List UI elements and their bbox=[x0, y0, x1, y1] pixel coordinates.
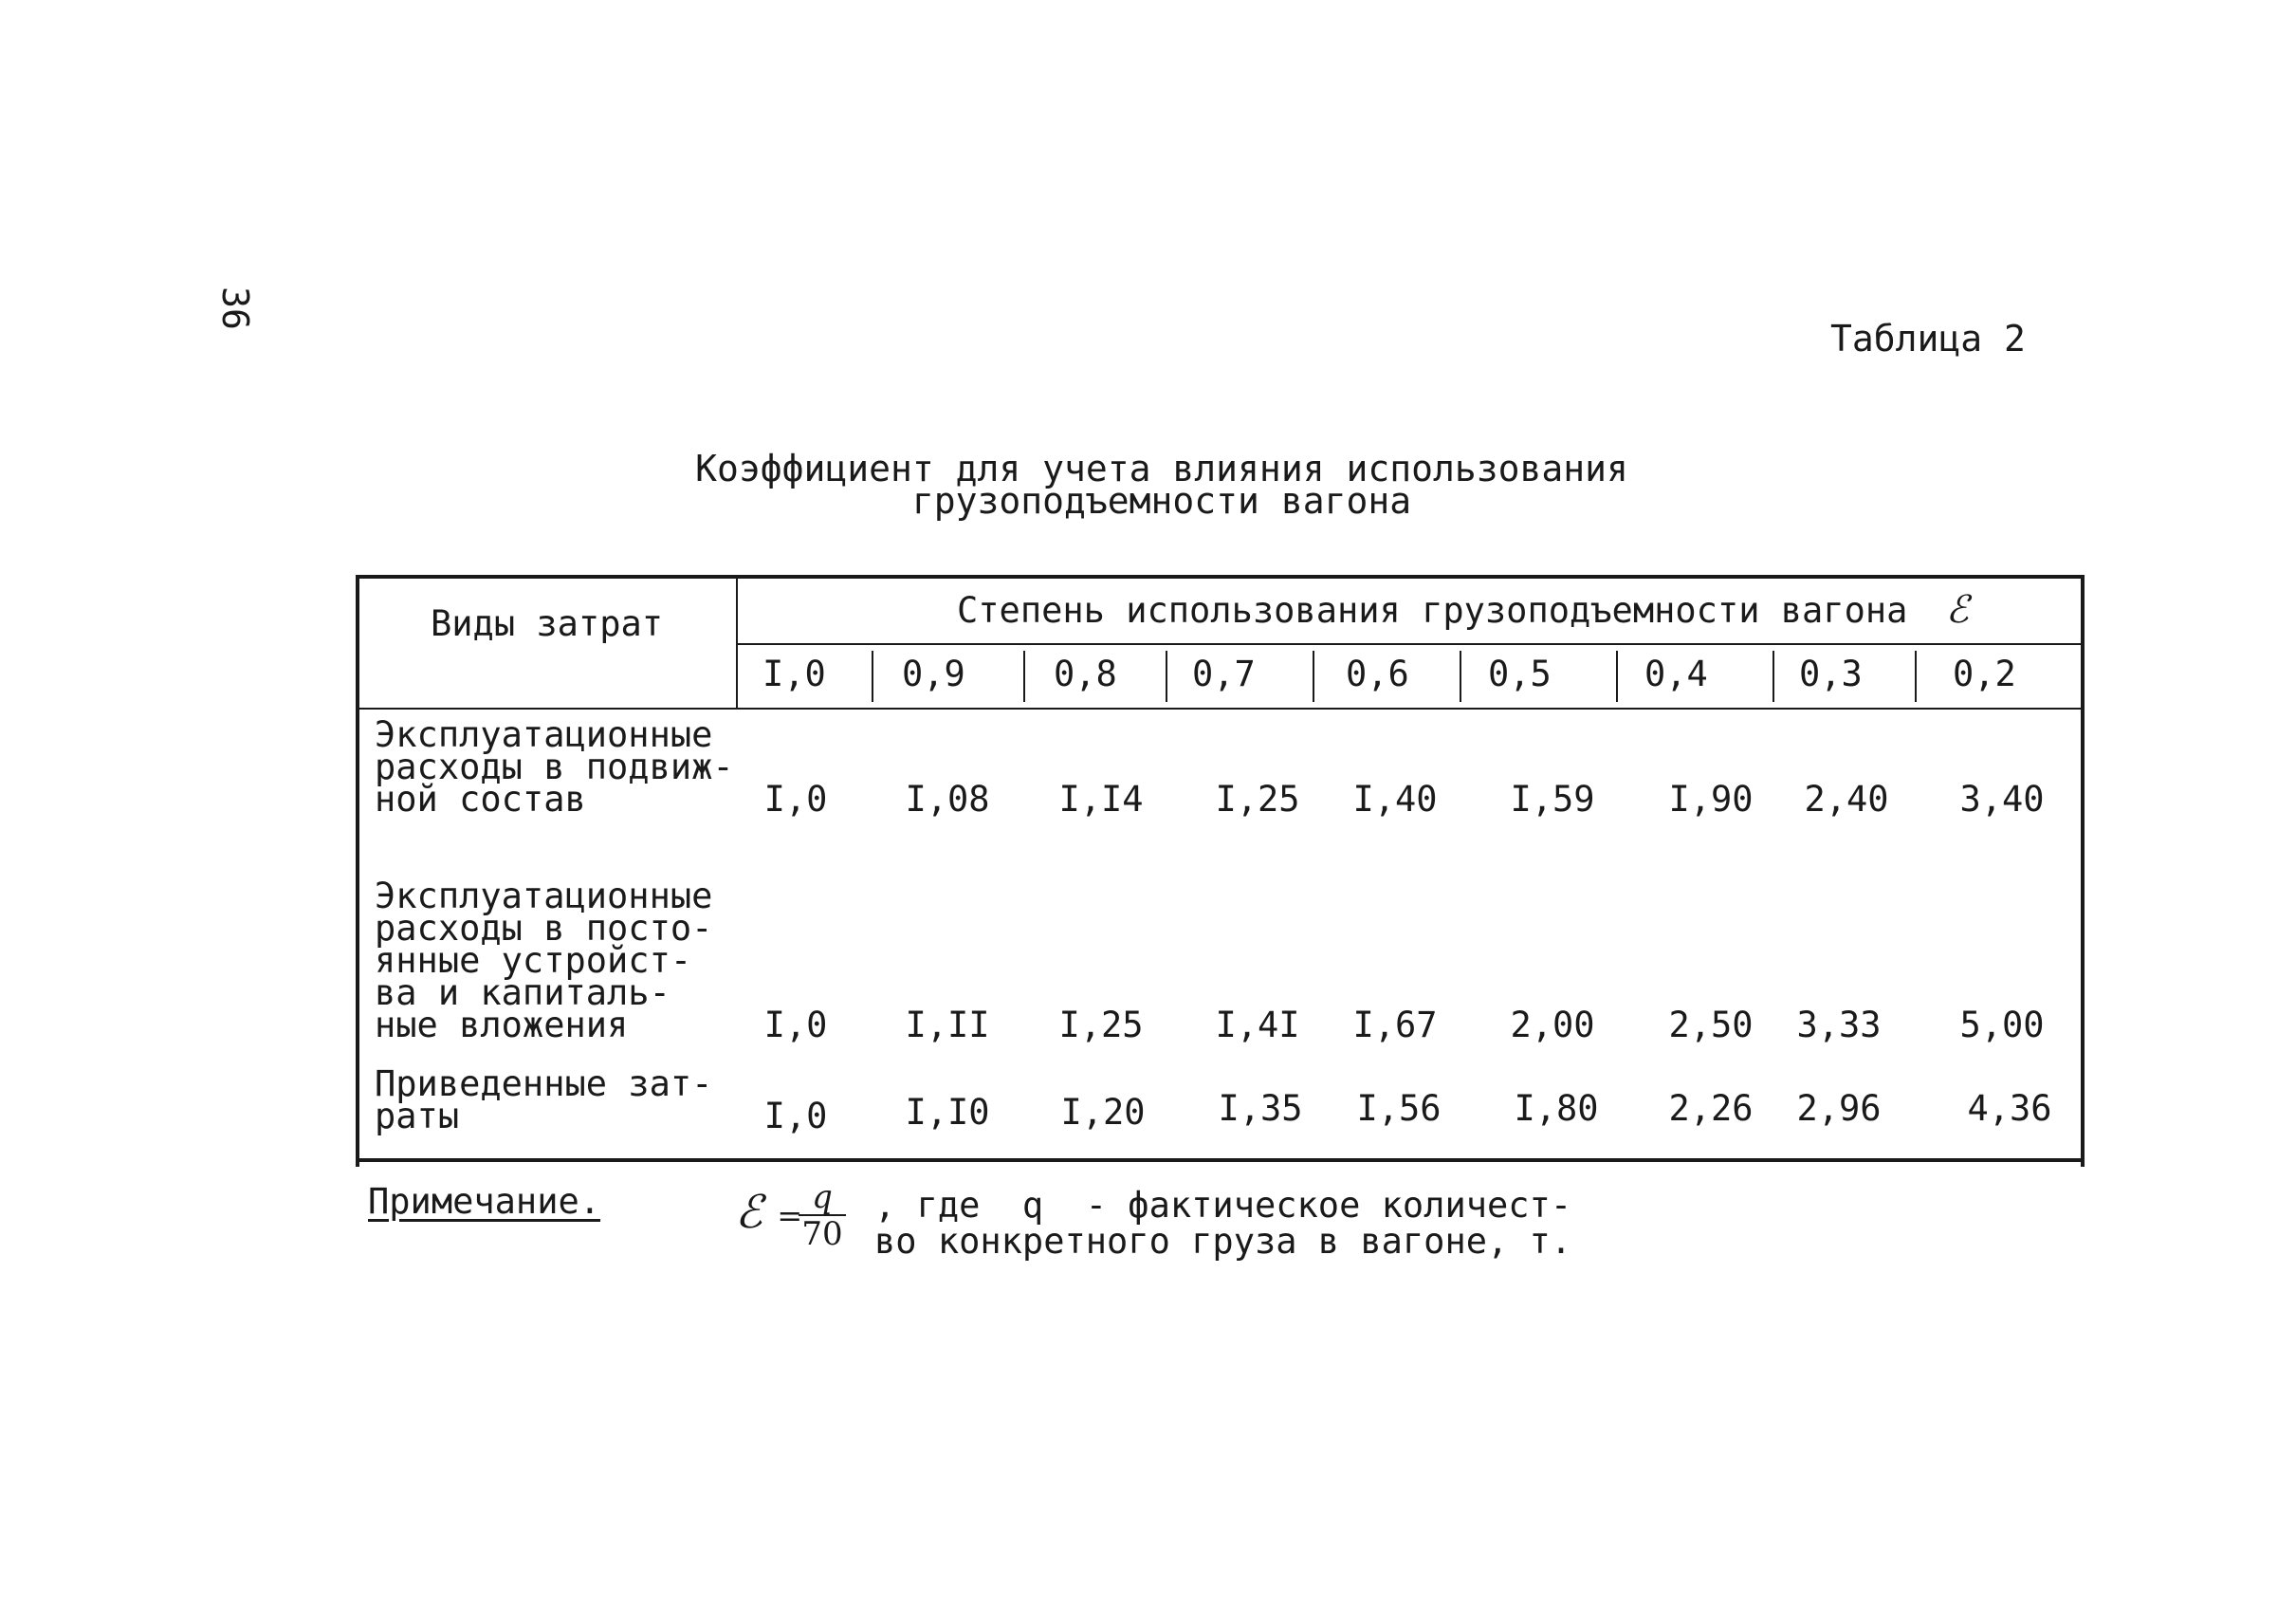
table-cell: I,08 bbox=[905, 779, 990, 820]
column-header: 0,6 bbox=[1346, 654, 1409, 694]
table-cell: I,67 bbox=[1352, 1005, 1438, 1045]
table-cell: I,0 bbox=[763, 1096, 828, 1136]
coefficient-table bbox=[356, 575, 2085, 1167]
column-divider bbox=[1616, 651, 1618, 702]
cost-type-header: Виды затрат bbox=[431, 603, 664, 644]
table-cell: I,56 bbox=[1356, 1088, 1442, 1129]
table-cell: 2,26 bbox=[1668, 1088, 1754, 1129]
table-cell: I,20 bbox=[1060, 1092, 1146, 1133]
row-label-rolling-stock: Эксплуатационные расходы в подвиж- ной состав bbox=[375, 714, 734, 820]
column-header: 0,4 bbox=[1644, 654, 1708, 694]
table-title-line-1: Коэффициент для учета влияния использования bbox=[695, 448, 1628, 489]
label-column-divider bbox=[736, 575, 738, 708]
table-cell: 4,36 bbox=[1967, 1088, 2052, 1129]
column-divider bbox=[1166, 651, 1167, 702]
column-divider bbox=[872, 651, 873, 702]
note-text-line-1: , где q - фактическое количест- bbox=[874, 1185, 1572, 1226]
column-header: 0,9 bbox=[902, 654, 965, 694]
table-title-line-2: грузоподъемности вагона bbox=[911, 480, 1412, 522]
group-header-rule bbox=[736, 643, 2081, 645]
column-header: I,0 bbox=[762, 654, 826, 694]
table-cell: 2,50 bbox=[1668, 1005, 1754, 1045]
table-cell: I,35 bbox=[1218, 1088, 1303, 1129]
table-cell: I,0 bbox=[763, 779, 828, 820]
column-header: 0,7 bbox=[1192, 654, 1256, 694]
column-header: 0,8 bbox=[1054, 654, 1117, 694]
fraction-denominator: 70 bbox=[801, 1215, 843, 1253]
column-divider bbox=[1460, 651, 1461, 702]
table-cell: 2,00 bbox=[1510, 1005, 1595, 1045]
note-formula bbox=[735, 1184, 802, 1245]
utilization-group-label: Степень использования грузоподъемности вагона bbox=[957, 590, 1908, 631]
page-number: 36 bbox=[214, 286, 256, 330]
row-label-fixed-devices: Эксплуатационные расходы в посто- янные устройст- ва и капиталь- ные вложения bbox=[375, 876, 713, 1045]
table-caption: Таблица 2 bbox=[1830, 318, 2026, 360]
table-cell: 3,40 bbox=[1959, 779, 2045, 820]
note-label: Примечание. bbox=[368, 1181, 601, 1222]
table-cell: I,25 bbox=[1215, 779, 1300, 820]
note-equals-sign: = bbox=[777, 1197, 803, 1234]
table-top-rule bbox=[359, 575, 2081, 579]
table-cell: 3,33 bbox=[1796, 1005, 1882, 1045]
column-divider bbox=[1313, 651, 1314, 702]
table-cell: I,59 bbox=[1510, 779, 1595, 820]
epsilon-symbol: ℰ bbox=[1945, 588, 1969, 632]
table-cell: I,II bbox=[905, 1005, 990, 1045]
table-cell: I,4I bbox=[1215, 1005, 1300, 1045]
table-cell: I,25 bbox=[1058, 1005, 1144, 1045]
note-text bbox=[874, 1185, 1572, 1262]
table-cell: I,I4 bbox=[1058, 779, 1144, 820]
column-divider bbox=[1915, 651, 1917, 702]
table-cell: I,40 bbox=[1352, 779, 1438, 820]
column-header: 0,5 bbox=[1488, 654, 1552, 694]
table-cell: 5,00 bbox=[1959, 1005, 2045, 1045]
note-text-line-2: во конкретного груза в вагоне, т. bbox=[874, 1221, 1572, 1262]
table-cell: I,0 bbox=[763, 1005, 828, 1045]
table-cell: I,80 bbox=[1514, 1088, 1599, 1129]
table-cell: 2,40 bbox=[1804, 779, 1889, 820]
table-cell: I,90 bbox=[1668, 779, 1754, 820]
table-cell: I,I0 bbox=[905, 1092, 990, 1133]
note-epsilon-symbol: ℰ bbox=[735, 1186, 763, 1239]
table-cell: 2,96 bbox=[1796, 1088, 1882, 1129]
table-title bbox=[664, 448, 1660, 522]
column-header: 0,2 bbox=[1953, 654, 2016, 694]
header-bottom-rule bbox=[359, 708, 2081, 710]
column-header: 0,3 bbox=[1799, 654, 1863, 694]
column-divider bbox=[1023, 651, 1025, 702]
fraction-numerator: q bbox=[799, 1180, 846, 1216]
utilization-group-header bbox=[957, 588, 1969, 632]
row-label-reduced-costs: Приведенные зат- раты bbox=[375, 1063, 713, 1136]
table-bottom-rule bbox=[359, 1158, 2081, 1162]
note-fraction bbox=[799, 1180, 846, 1252]
column-divider bbox=[1773, 651, 1774, 702]
